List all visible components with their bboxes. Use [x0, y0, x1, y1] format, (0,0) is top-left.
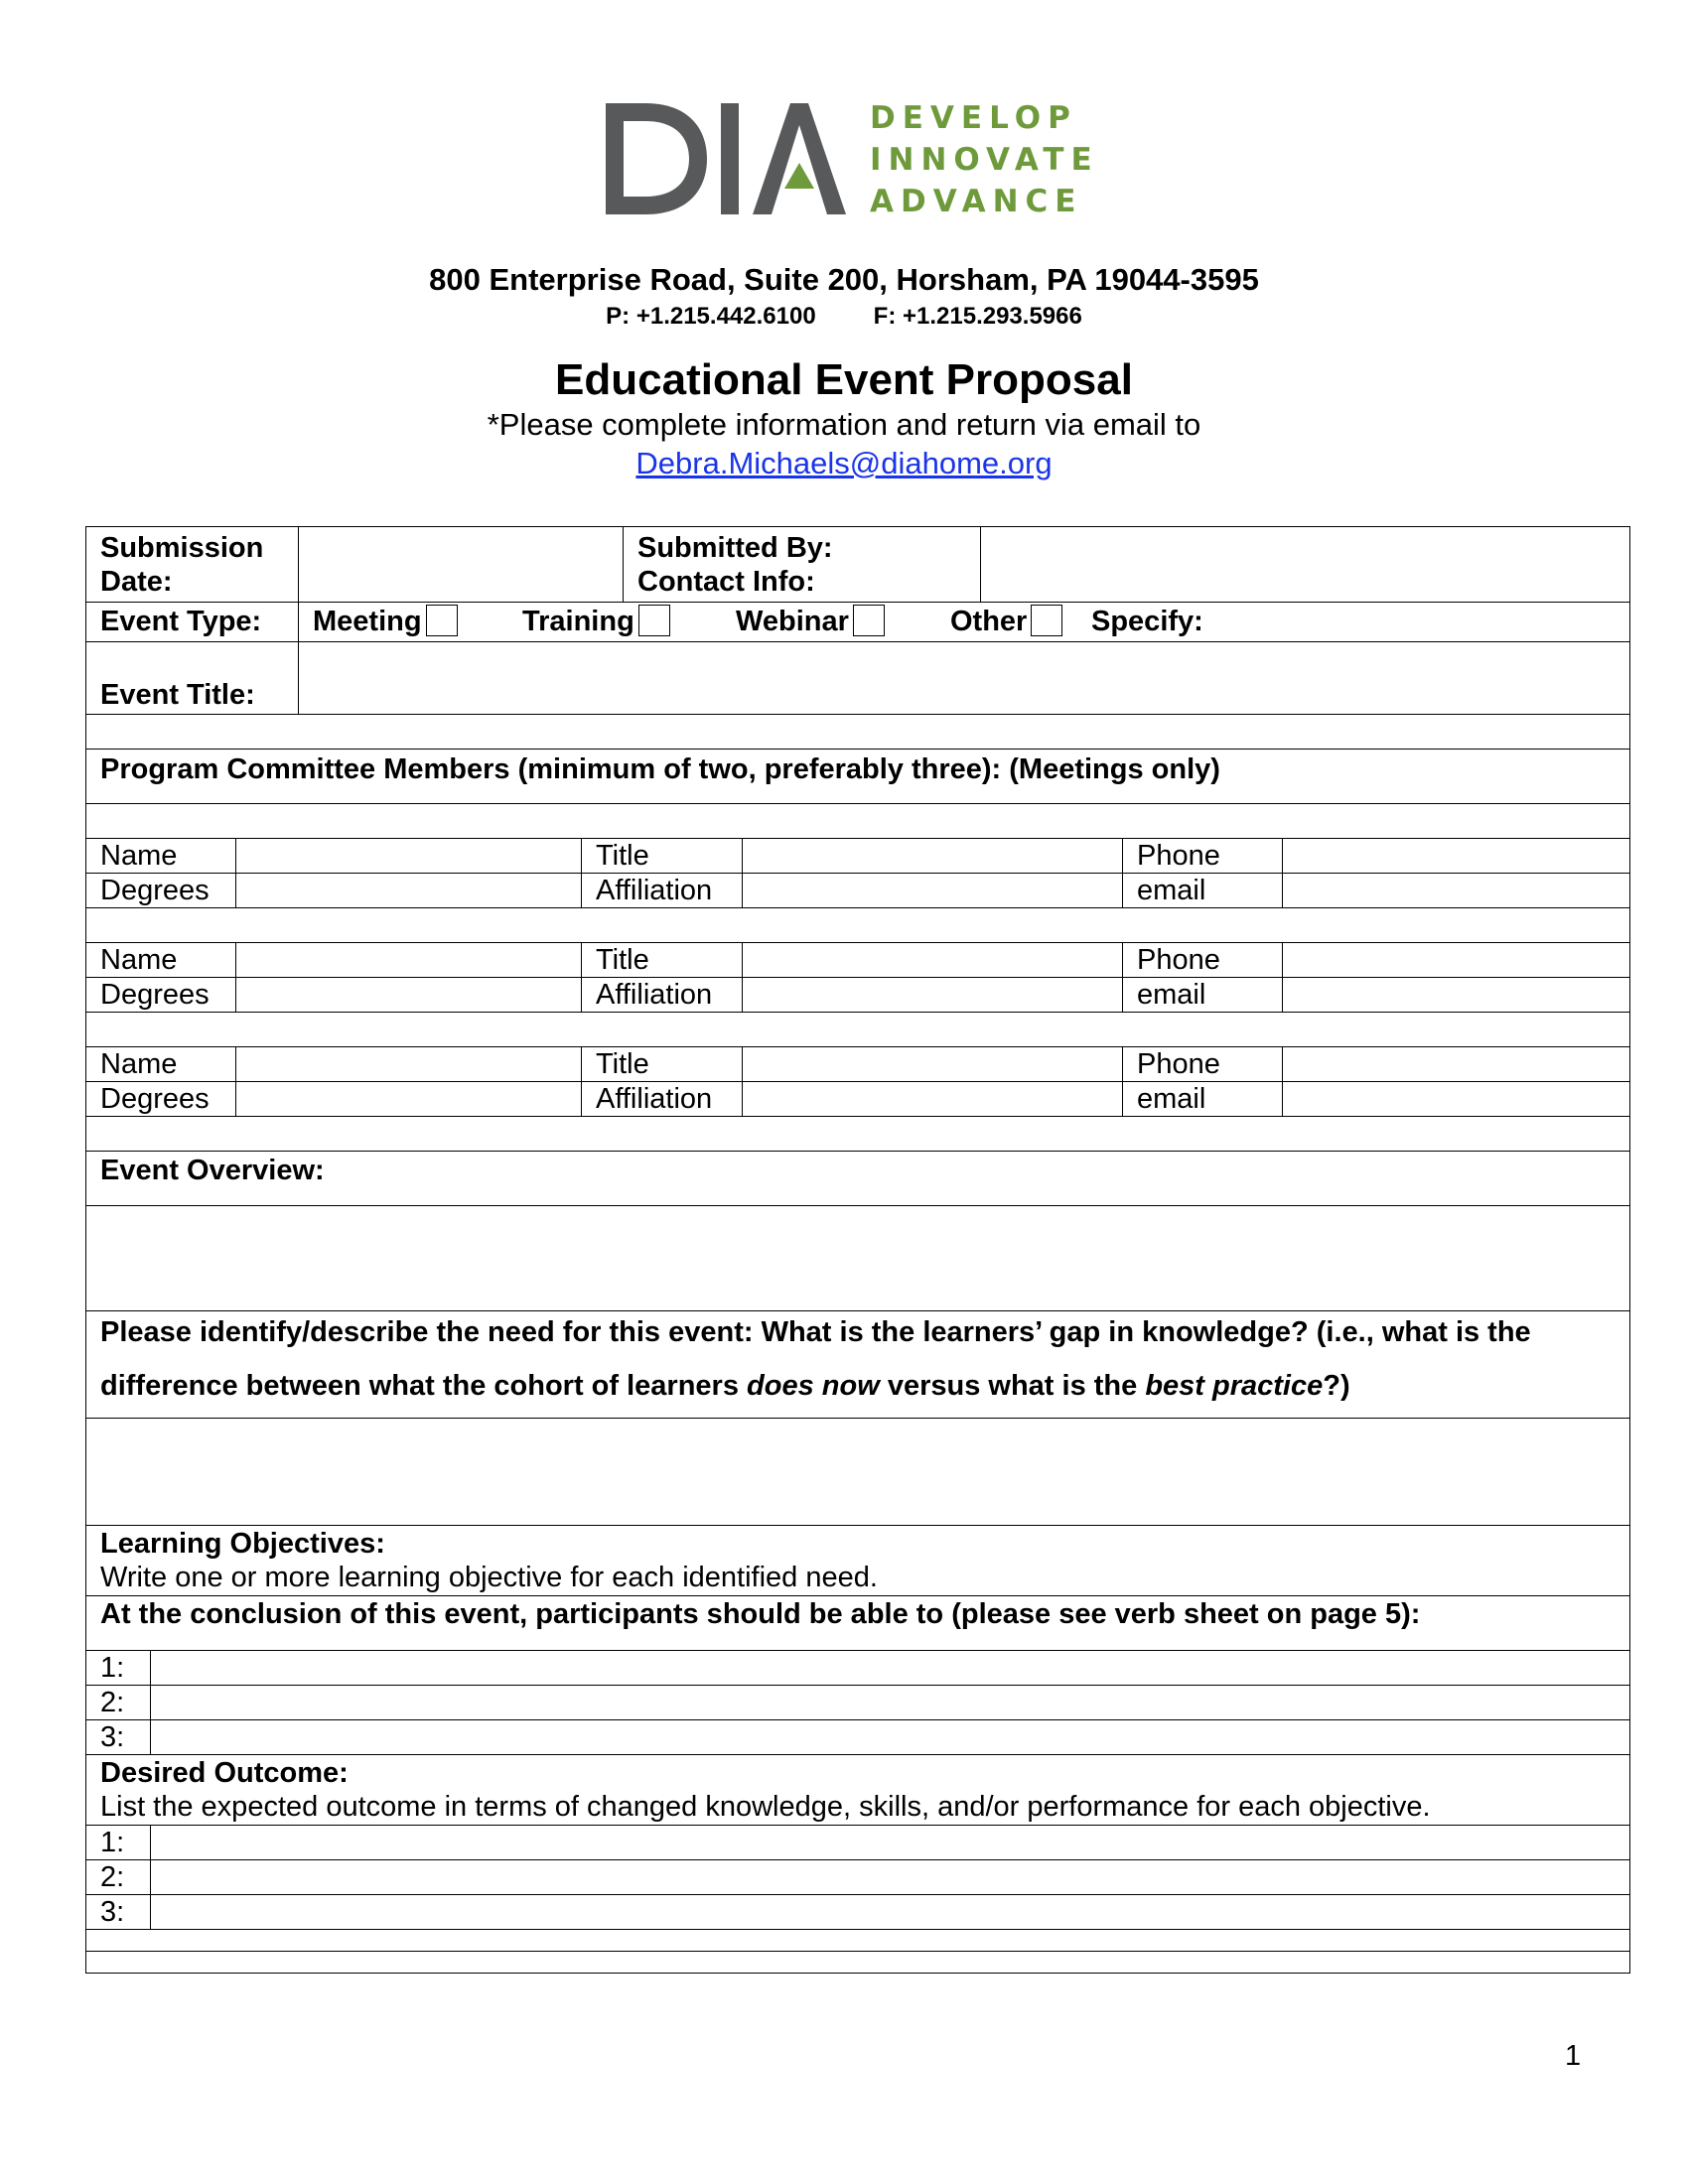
spacer-row	[85, 1013, 1630, 1047]
outcome-number: 3:	[100, 1896, 125, 1928]
dia-logo	[604, 93, 1099, 219]
email-label: email	[1137, 979, 1206, 1011]
event-title-label: Event Title:	[100, 679, 255, 711]
outcome-3-field[interactable]	[150, 1895, 1629, 1929]
spacer-row	[85, 1930, 1630, 1952]
other-checkbox[interactable]	[1031, 605, 1062, 636]
need-question-line-1: Please identify/describe the need for this event: What is the learners’ gap in knowledge? (i.e., what is the	[100, 1316, 1531, 1348]
degrees-label: Degrees	[100, 979, 210, 1011]
name-label: Name	[100, 840, 178, 872]
outcome-1-field[interactable]	[150, 1826, 1629, 1859]
title-label: Title	[596, 1048, 649, 1080]
address: 800 Enterprise Road, Suite 200, Horsham, PA 19044-3595	[429, 262, 1259, 297]
option-training[interactable]: Training	[522, 605, 670, 638]
overview-label: Event Overview:	[100, 1155, 325, 1186]
member-3-name-field[interactable]	[235, 1047, 581, 1081]
need-answer-field[interactable]	[85, 1419, 1630, 1526]
instruction-text: *Please complete information and return via email to	[487, 407, 1201, 442]
member-1-name-row	[85, 839, 1630, 874]
member-1-affiliation-field[interactable]	[742, 874, 1122, 907]
member-1-degrees-field[interactable]	[235, 874, 581, 907]
outcome-header-row	[85, 1755, 1630, 1826]
webinar-checkbox[interactable]	[853, 605, 885, 636]
member-3-email-field[interactable]	[1282, 1082, 1629, 1116]
objectives-instruction: Write one or more learning objective for each identified need.	[100, 1562, 878, 1593]
tagline-innovate: INNOVATE	[870, 142, 1099, 178]
objective-3-field[interactable]	[150, 1720, 1629, 1754]
phone-label: Phone	[1137, 944, 1220, 976]
logo-tagline	[870, 97, 1099, 222]
outcome-number: 1:	[100, 1827, 125, 1858]
submitted-by-label: Submitted By:	[637, 532, 833, 564]
objectives-header-row	[85, 1526, 1630, 1596]
objective-1-field[interactable]	[150, 1651, 1629, 1685]
document-title: Educational Event Proposal	[555, 355, 1133, 404]
degrees-label: Degrees	[100, 1083, 210, 1115]
title-label: Title	[596, 944, 649, 976]
objective-number: 2:	[100, 1687, 125, 1718]
spacer-row	[85, 1952, 1630, 1974]
objectives-label: Learning Objectives:	[100, 1528, 385, 1560]
event-type-row	[85, 603, 1630, 642]
outcome-2-field[interactable]	[150, 1860, 1629, 1894]
option-webinar[interactable]: Webinar	[736, 605, 885, 638]
email-label: email	[1137, 875, 1206, 906]
outcome-instruction: List the expected outcome in terms of changed knowledge, skills, and/or performance for each objective.	[100, 1791, 1431, 1823]
outcome-label: Desired Outcome:	[100, 1757, 349, 1789]
member-3-degrees-row	[85, 1082, 1630, 1117]
member-2-degrees-row	[85, 978, 1630, 1013]
member-2-title-field[interactable]	[742, 943, 1122, 977]
submission-row	[85, 526, 1630, 603]
member-1-email-field[interactable]	[1282, 874, 1629, 907]
specify-label: Specify:	[1091, 606, 1203, 637]
submitted-by-label-cell	[623, 527, 980, 602]
spacer-row	[85, 804, 1630, 839]
member-2-phone-field[interactable]	[1282, 943, 1629, 977]
degrees-label: Degrees	[100, 875, 210, 906]
member-3-title-field[interactable]	[742, 1047, 1122, 1081]
member-2-degrees-field[interactable]	[235, 978, 581, 1012]
member-1-phone-field[interactable]	[1282, 839, 1629, 873]
member-2-name-row	[85, 943, 1630, 978]
member-2-name-field[interactable]	[235, 943, 581, 977]
option-meeting[interactable]: Meeting	[313, 605, 458, 638]
member-2-affiliation-field[interactable]	[742, 978, 1122, 1012]
need-question-line-2: difference between what the cohort of learners does now versus what is the best practice?)	[100, 1370, 1350, 1402]
submission-date-field[interactable]	[298, 527, 623, 602]
member-3-affiliation-field[interactable]	[742, 1082, 1122, 1116]
submitted-by-field[interactable]	[980, 527, 1629, 602]
event-title-row	[85, 642, 1630, 715]
objective-2-field[interactable]	[150, 1686, 1629, 1719]
member-3-name-row	[85, 1047, 1630, 1082]
need-question-row	[85, 1311, 1630, 1419]
email-label: email	[1137, 1083, 1206, 1115]
title-label: Title	[596, 840, 649, 872]
training-checkbox[interactable]	[638, 605, 670, 636]
proposal-form	[85, 526, 1630, 1974]
objective-number: 3:	[100, 1721, 125, 1753]
submission-date-label: Submission Date:	[100, 532, 264, 598]
phone-label: Phone	[1137, 1048, 1220, 1080]
page-number: 1	[1565, 2040, 1582, 2072]
member-1-name-field[interactable]	[235, 839, 581, 873]
name-label: Name	[100, 1048, 178, 1080]
outcome-3-row	[85, 1895, 1630, 1930]
tagline-develop: DEVELOP	[870, 100, 1077, 136]
phone-number: P: +1.215.442.6100	[606, 303, 816, 330]
member-1-title-field[interactable]	[742, 839, 1122, 873]
member-2-email-field[interactable]	[1282, 978, 1629, 1012]
contact-info-label: Contact Info:	[637, 566, 815, 598]
dia-logo-mark	[604, 93, 852, 218]
outcome-1-row	[85, 1826, 1630, 1860]
member-3-degrees-field[interactable]	[235, 1082, 581, 1116]
conclusion-prompt-row	[85, 1596, 1630, 1651]
affiliation-label: Affiliation	[596, 979, 713, 1011]
committee-heading: Program Committee Members (minimum of two, preferably three): (Meetings only)	[100, 753, 1220, 785]
outcome-number: 2:	[100, 1861, 125, 1893]
phone-fax	[0, 303, 1688, 331]
option-other[interactable]: Other	[950, 605, 1062, 638]
objective-3-row	[85, 1720, 1630, 1755]
fax-number: F: +1.215.293.5966	[873, 303, 1082, 330]
event-type-label: Event Type:	[100, 606, 262, 637]
spacer-row	[85, 1117, 1630, 1152]
overview-label-row	[85, 1152, 1630, 1206]
spacer-row	[85, 715, 1630, 750]
event-title-field[interactable]	[298, 642, 1629, 714]
affiliation-label: Affiliation	[596, 1083, 713, 1115]
member-3-phone-field[interactable]	[1282, 1047, 1629, 1081]
affiliation-label: Affiliation	[596, 875, 713, 906]
phone-label: Phone	[1137, 840, 1220, 872]
objective-number: 1:	[100, 1652, 125, 1684]
meeting-checkbox[interactable]	[426, 605, 458, 636]
objective-2-row	[85, 1686, 1630, 1720]
member-1-degrees-row	[85, 874, 1630, 908]
objective-1-row	[85, 1651, 1630, 1686]
name-label: Name	[100, 944, 178, 976]
overview-field[interactable]	[85, 1206, 1630, 1311]
conclusion-prompt: At the conclusion of this event, participants should be able to (please see verb sheet on page 5):	[100, 1598, 1421, 1630]
spacer-row	[85, 908, 1630, 943]
tagline-advance: ADVANCE	[870, 184, 1083, 219]
email-link[interactable]: Debra.Michaels@diahome.org	[635, 446, 1053, 480]
event-type-options	[298, 603, 1629, 641]
committee-heading-row	[85, 750, 1630, 804]
outcome-2-row	[85, 1860, 1630, 1895]
